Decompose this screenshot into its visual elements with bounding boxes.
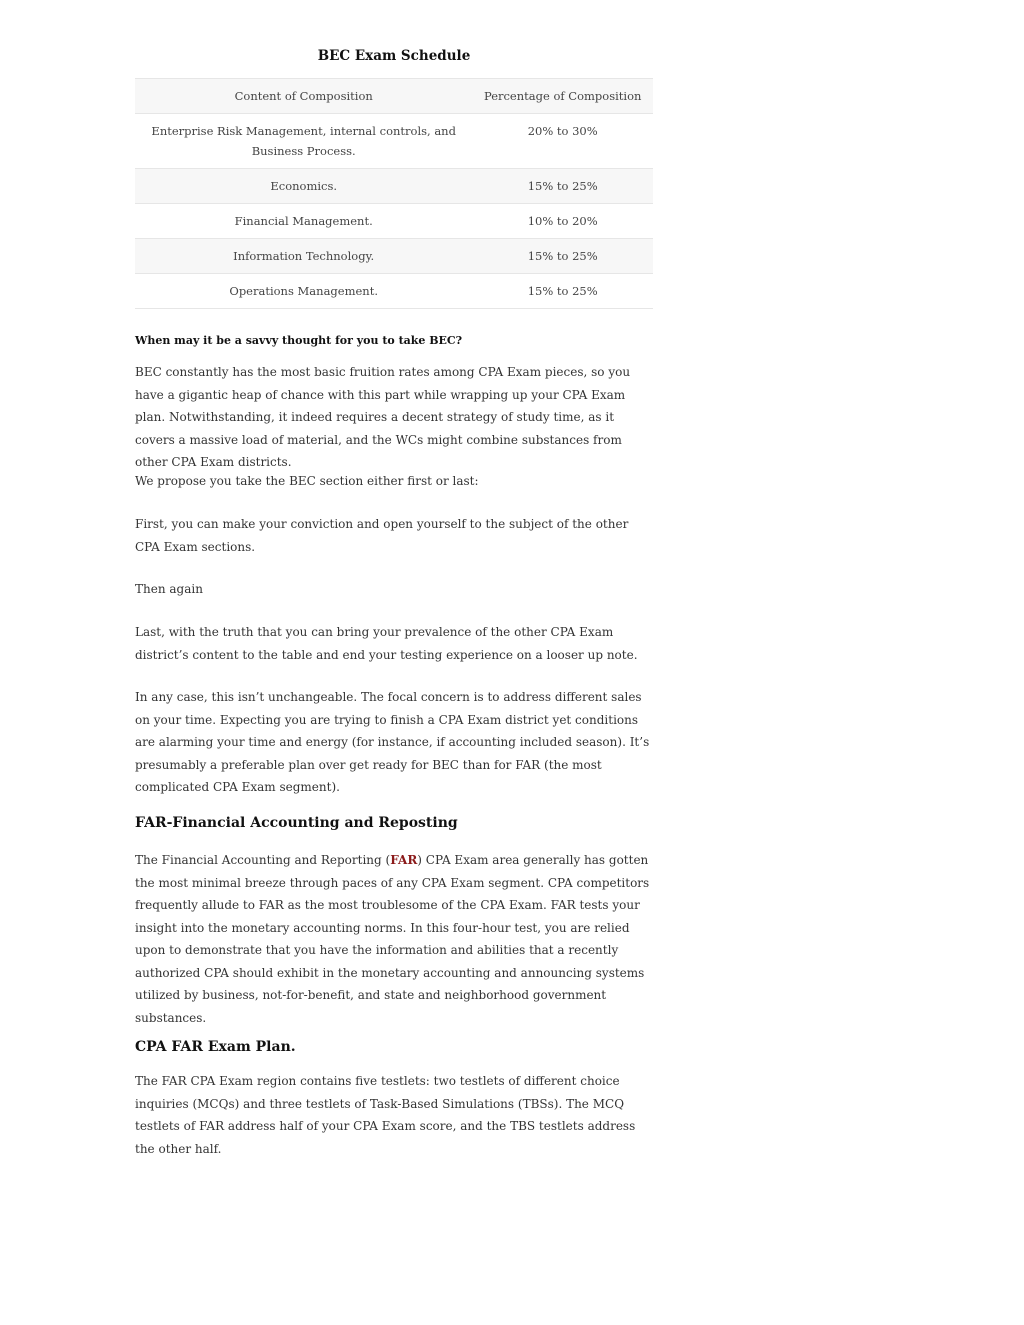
- far-p1-text-before: The Financial Accounting and Reporting (: [135, 853, 391, 867]
- table-cell-percentage: 10% to 20%: [472, 204, 653, 239]
- bec-paragraph-3: First, you can make your conviction and open yourself to the subject of the other CPA Exam sections.: [135, 517, 629, 554]
- table-row: [135, 239, 653, 274]
- table-title: BEC Exam Schedule: [317, 48, 471, 64]
- far-plan-heading: CPA FAR Exam Plan.: [135, 1039, 296, 1055]
- far-plan-paragraph: The FAR CPA Exam region contains five testlets: two testlets of different choice inquiries (MCQs) and three testlets of Task-Based Simulations (TBSs). The MCQ testlets of FAR address half of your CPA Exam score, and the TBS testlets address the other half.: [135, 1074, 636, 1156]
- table-header-row: [135, 79, 653, 114]
- bec-paragraph-6: In any case, this isn’t unchangeable. The focal concern is to address different sales on your time. Expecting you are trying to finish a CPA Exam district yet conditions are alarming your time and energy (for instance, if accounting included season). It’s presumably a preferable plan over get ready for BEC than for FAR (the most complicated CPA Exam segment).: [135, 690, 650, 794]
- table-cell-content: Economics.: [135, 169, 472, 204]
- table-cell-content: Operations Management.: [135, 274, 472, 309]
- bec-paragraph-1: BEC constantly has the most basic fruition rates among CPA Exam pieces, so you have a gigantic heap of chance with this part while wrapping up your CPA Exam plan. Notwithstanding, it indeed requires a decent strategy of study time, as it covers a massive load of material, and the WCs might combine substances from other CPA Exam districts.: [135, 365, 631, 469]
- table-row: [135, 274, 653, 309]
- table-cell-percentage: 15% to 25%: [472, 239, 653, 274]
- bec-paragraph-5: Last, with the truth that you can bring your prevalence of the other CPA Exam district’s content to the table and end your testing experience on a looser up note.: [135, 625, 638, 662]
- far-paragraph-1: [135, 849, 653, 1029]
- table-cell-content: Enterprise Risk Management, internal controls, and Business Process.: [135, 114, 472, 169]
- column-header-content: Content of Composition: [135, 79, 472, 114]
- table-cell-content: Financial Management.: [135, 204, 472, 239]
- table-cell-content: Information Technology.: [135, 239, 472, 274]
- bec-schedule-table: [135, 78, 653, 309]
- table-cell-percentage: 15% to 25%: [472, 274, 653, 309]
- table-row: [135, 114, 653, 169]
- far-link[interactable]: FAR: [390, 853, 418, 867]
- bec-timing-heading: When may it be a savvy thought for you to take BEC?: [135, 334, 463, 347]
- table-row: [135, 169, 653, 204]
- table-cell-percentage: 15% to 25%: [472, 169, 653, 204]
- far-section-heading: FAR-Financial Accounting and Reposting: [135, 815, 458, 831]
- bec-paragraph-4: Then again: [135, 582, 203, 596]
- bec-paragraph-2: We propose you take the BEC section either first or last:: [135, 474, 479, 488]
- far-p1-text-after: ) CPA Exam area generally has gotten the most minimal breeze through paces of any CPA Exam segment. CPA competitors frequently allude to FAR as the most troublesome of the CPA Exam. FAR tests your insight into the monetary accounting norms. In this four-hour test, you are relied upon to demonstrate that you have the information and abilities that a recently authorized CPA should exhibit in the monetary accounting and announcing systems utilized by business, not-for-benefit, and state and neighborhood government substances.: [135, 853, 650, 1025]
- table-cell-percentage: 20% to 30%: [472, 114, 653, 169]
- column-header-percentage: Percentage of Composition: [472, 79, 653, 114]
- table-row: [135, 204, 653, 239]
